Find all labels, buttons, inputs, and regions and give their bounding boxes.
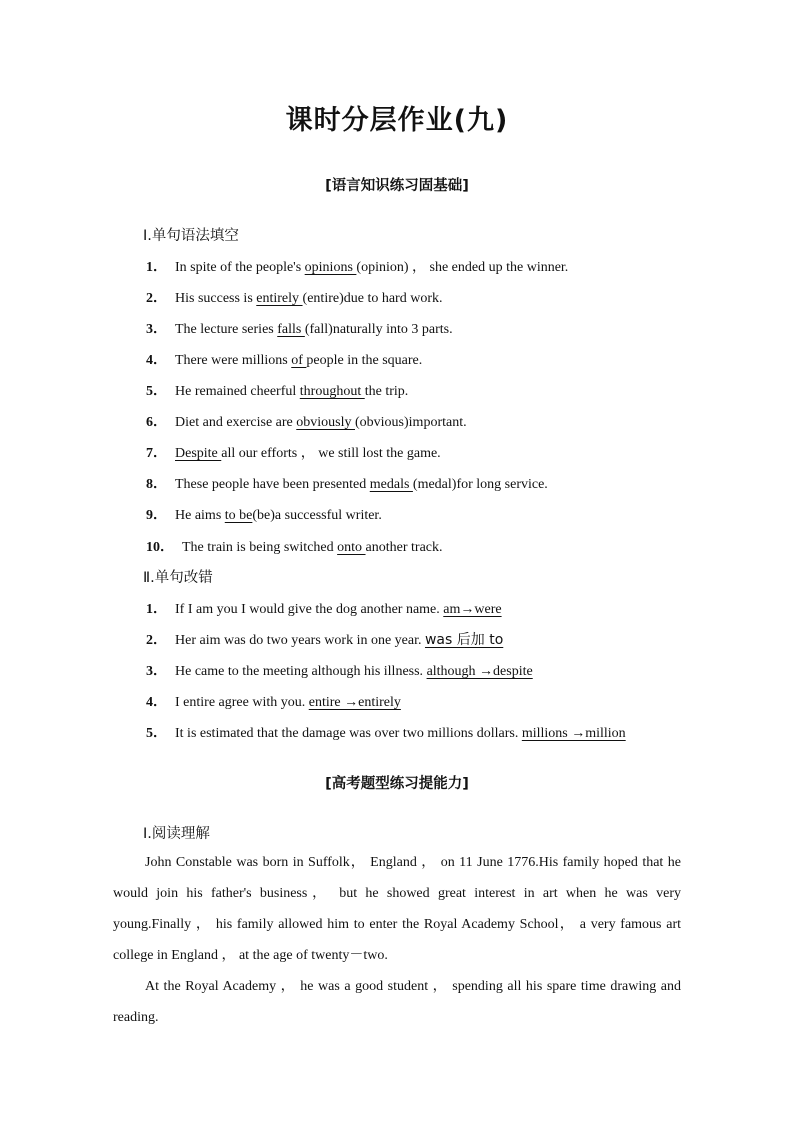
item-text: (obvious)important. xyxy=(355,415,467,430)
correction-item xyxy=(146,691,401,711)
item-text: He aims xyxy=(175,508,225,523)
answer-blank: to be xyxy=(224,508,253,523)
answer-blank: of xyxy=(291,353,307,368)
item-text: people in the square. xyxy=(306,353,423,368)
item-text: He remained cheerful xyxy=(175,384,300,399)
correction-item xyxy=(146,598,502,618)
item-text: In spite of the people's xyxy=(175,260,305,275)
item-number: 9． xyxy=(146,508,167,523)
item-number: 3． xyxy=(146,664,167,679)
correction-item xyxy=(146,722,626,742)
item-number: 10． xyxy=(146,540,174,555)
item-text: (medal)for long service. xyxy=(412,477,548,492)
item-number: 5． xyxy=(146,384,167,399)
item-text: These people have been presented xyxy=(175,477,370,492)
correction-answer: entire →entirely xyxy=(308,695,401,710)
item-number: 3． xyxy=(146,322,167,337)
fill-item xyxy=(146,318,453,338)
answer-blank: entirely xyxy=(256,291,303,306)
item-text: (be)a successful writer. xyxy=(252,508,382,523)
page-title: 课时分层作业(九) xyxy=(285,105,509,136)
correction-answer: millions →million xyxy=(521,726,626,741)
fill-item xyxy=(146,256,568,276)
item-number: 6． xyxy=(146,415,167,430)
item-number: 2． xyxy=(146,633,167,648)
item-text: (opinion) ， she ended up the winner. xyxy=(356,260,569,275)
item-text: It is estimated that the damage was over two millions dollars. xyxy=(175,726,522,741)
reading-paragraph: At the Royal Academy ， he was a good student ， spending all his spare time drawing and reading. xyxy=(113,979,681,1025)
item-text: (entire)due to hard work. xyxy=(302,291,443,306)
correction-answer: although →despite xyxy=(426,664,533,679)
section-heading-exam: [高考题型练习提能力] xyxy=(325,776,469,792)
part-heading-correction: Ⅱ.单句改错 xyxy=(143,570,213,586)
answer-blank: opinions xyxy=(304,260,357,275)
section-heading-basics: [语言知识练习固基础] xyxy=(325,178,469,194)
fill-item xyxy=(146,504,382,524)
answer-blank: falls xyxy=(277,322,305,337)
fill-item xyxy=(146,380,408,400)
correction-answer: was 后加 to xyxy=(424,632,504,648)
fill-item xyxy=(146,473,548,493)
fill-item xyxy=(146,349,422,369)
part-heading-fill-in: Ⅰ.单句语法填空 xyxy=(143,228,239,244)
item-text: the trip. xyxy=(364,384,409,399)
fill-item xyxy=(146,411,467,431)
item-number: 8． xyxy=(146,477,167,492)
answer-blank: medals xyxy=(369,477,413,492)
correction-item xyxy=(146,660,533,680)
item-text: Diet and exercise are xyxy=(175,415,297,430)
item-text: (fall)naturally into 3 parts. xyxy=(304,322,453,337)
item-text: He came to the meeting although his illness. xyxy=(175,664,427,679)
answer-blank: throughout xyxy=(299,384,365,399)
fill-item xyxy=(146,287,443,307)
answer-blank: onto xyxy=(337,540,366,555)
item-text: The train is being switched xyxy=(182,540,338,555)
part-heading-reading: Ⅰ.阅读理解 xyxy=(143,826,210,842)
item-text: His success is xyxy=(175,291,257,306)
item-text: all our efforts ， we still lost the game. xyxy=(221,446,441,461)
item-number: 7． xyxy=(146,446,167,461)
correction-item xyxy=(146,629,503,649)
answer-blank: Despite xyxy=(175,446,222,461)
correction-answer: am→were xyxy=(443,602,502,617)
fill-item xyxy=(146,442,441,462)
item-text: another track. xyxy=(365,540,443,555)
answer-blank: obviously xyxy=(296,415,355,430)
item-number: 5． xyxy=(146,726,167,741)
item-text: There were millions xyxy=(175,353,292,368)
reading-paragraph: John Constable was born in Suffolk， England ， on 11 June 1776.His family hoped that he would join his father's business， but he showed great interest in art when he was very young.Finally ， his family allowed him to enter the Royal Academy School， a very famous art college in England ， at the age of twenty－two. xyxy=(113,855,681,963)
item-text: The lecture series xyxy=(175,322,278,337)
item-number: 1． xyxy=(146,602,167,617)
item-text: I entire agree with you. xyxy=(175,695,309,710)
item-number: 4． xyxy=(146,695,167,710)
item-number: 2． xyxy=(146,291,167,306)
item-text: Her aim was do two years work in one year. xyxy=(175,633,425,648)
item-number: 4． xyxy=(146,353,167,368)
item-text: If I am you I would give the dog another name. xyxy=(175,602,444,617)
fill-item xyxy=(146,536,443,556)
item-number: 1． xyxy=(146,260,167,275)
